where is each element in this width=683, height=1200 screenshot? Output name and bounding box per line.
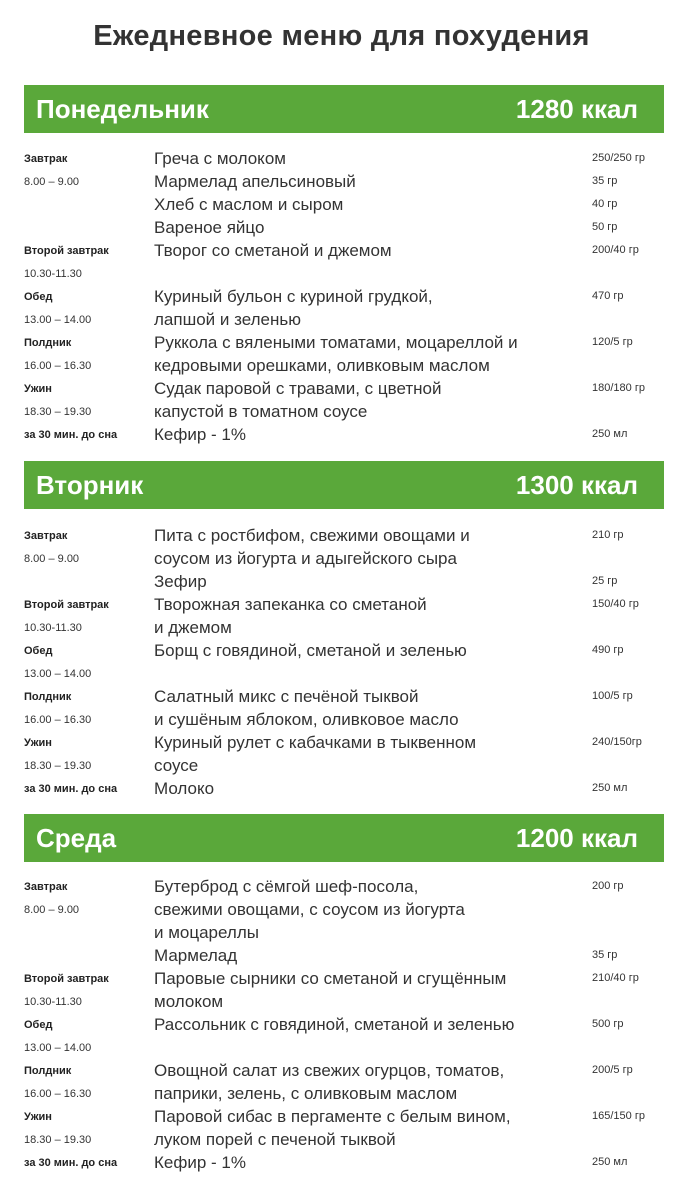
meal-time: 13.00 – 14.00 [24,1042,92,1054]
dish-text: Вареное яйцо [154,218,265,237]
meal-label: Второй завтрак [24,245,109,257]
dish-text: Хлеб с маслом и сыром [154,195,344,214]
meal-label: Полдник [24,691,72,703]
dish-text: Борщ с говядиной, сметаной и зеленью [154,641,467,660]
menu-line [0,217,683,240]
dish-text: капустой в томатном соусе [154,402,368,421]
portion-amount: 180/180 гр [592,382,645,394]
portion-amount: 25 гр [592,575,618,587]
dish-text: лапшой и зеленью [154,310,301,329]
meal-time: 10.30-11.30 [24,622,82,634]
day-calories: 1280 ккал [515,93,638,124]
meal-label: за 30 мин. до сна [24,783,118,795]
meal-label: Ужин [24,737,52,749]
menu-line [0,922,683,945]
menu-line [0,401,683,424]
dish-text: Молоко [154,779,215,798]
dish-text: Бутерброд с сёмгой шеф-посола, [154,877,419,896]
dish-text: Творог со сметаной и джемом [154,241,392,260]
dish-text: Зефир [154,572,207,591]
dish-text: и джемом [154,618,232,637]
meal-label: Завтрак [24,881,68,893]
dish-text: Судак паровой с травами, с цветной [154,379,442,398]
meal-label: Ужин [24,1111,52,1123]
meal-label: Второй завтрак [24,599,109,611]
menu-line [0,548,683,571]
portion-amount: 150/40 гр [592,598,639,610]
menu-line [0,424,683,447]
menu-line [0,1152,683,1175]
portion-amount: 250 мл [592,428,628,440]
dish-text: и сушёным яблоком, оливковое масло [154,710,459,729]
dish-text: Паровой сибас в пергаменте с белым вином, [154,1107,511,1126]
portion-amount: 200/5 гр [592,1064,633,1076]
dish-text: Куриный рулет с кабачками в тыквенном [154,733,477,752]
menu-line [0,945,683,968]
menu-line [0,309,683,332]
menu-line [0,332,683,355]
meal-label: Ужин [24,383,52,395]
meal-label: Завтрак [24,153,68,165]
menu-line [0,732,683,755]
menu-line [0,355,683,378]
menu-line [0,525,683,548]
menu-line [0,263,683,286]
portion-amount: 250/250 гр [592,152,645,164]
meal-label: Обед [24,645,53,657]
menu-line [0,1037,683,1060]
dish-text: Рассольник с говядиной, сметаной и зеленью [154,1015,515,1034]
meal-time: 16.00 – 16.30 [24,714,92,726]
portion-amount: 35 гр [592,175,618,187]
portion-amount: 100/5 гр [592,690,633,702]
menu-line [0,194,683,217]
day-name: Понедельник [36,93,209,124]
day-name: Вторник [36,469,144,500]
portion-amount: 40 гр [592,198,618,210]
day-calories: 1200 ккал [515,822,638,853]
dish-text: кедровыми орешками, оливковым маслом [154,356,490,375]
meal-label: Обед [24,291,53,303]
meal-label: Обед [24,1019,53,1031]
menu-line [0,991,683,1014]
meal-time: 13.00 – 14.00 [24,314,92,326]
dish-text: Пита с ростбифом, свежими овощами и [154,526,470,545]
portion-amount: 210/40 гр [592,972,639,984]
portion-amount: 490 гр [592,644,624,656]
menu-line [0,1014,683,1037]
portion-amount: 35 гр [592,949,618,961]
day-name: Среда [36,822,117,853]
menu-line [0,617,683,640]
dish-text: Куриный бульон с куриной грудкой, [154,287,433,306]
menu-line [0,1083,683,1106]
menu-line [0,286,683,309]
menu-line [0,640,683,663]
menu-line [0,171,683,194]
portion-amount: 50 гр [592,221,618,233]
menu-line [0,571,683,594]
day-header-tuesday [24,461,664,509]
portion-amount: 500 гр [592,1018,624,1030]
menu-line [0,1060,683,1083]
menu-line [0,899,683,922]
menu-line [0,709,683,732]
dish-text: и моцареллы [154,923,259,942]
dish-text: Творожная запеканка со сметаной [154,595,427,614]
dish-text: соусом из йогурта и адыгейского сыра [154,549,457,568]
day-header-wednesday [24,814,664,862]
meal-time: 16.00 – 16.30 [24,1088,92,1100]
dish-text: Кефир - 1% [154,1153,246,1172]
menu-line [0,1106,683,1129]
meal-time: 10.30-11.30 [24,996,82,1008]
dish-text: паприки, зелень, с оливковым маслом [154,1084,458,1103]
dish-text: молоком [154,992,224,1011]
meal-time: 18.30 – 19.30 [24,760,92,772]
meal-time: 18.30 – 19.30 [24,406,92,418]
menu-line [0,876,683,899]
dish-text: луком порей с печеной тыквой [154,1130,396,1149]
portion-amount: 120/5 гр [592,336,633,348]
day-header-monday [24,85,664,133]
dish-text: Мармелад [154,946,238,965]
meal-time: 16.00 – 16.30 [24,360,92,372]
meal-label: за 30 мин. до сна [24,429,118,441]
menu-line [0,968,683,991]
dish-text: соусе [154,756,199,775]
meal-time: 13.00 – 14.00 [24,668,92,680]
portion-amount: 165/150 гр [592,1110,645,1122]
portion-amount: 240/150гр [592,736,642,748]
meal-time: 8.00 – 9.00 [24,176,80,188]
meal-time: 18.30 – 19.30 [24,1134,92,1146]
meal-label: Полдник [24,1065,72,1077]
menu-line [0,378,683,401]
portion-amount: 200/40 гр [592,244,639,256]
menu-line [0,755,683,778]
menu-line [0,594,683,617]
day-calories: 1300 ккал [515,469,638,500]
dish-text: Паровые сырники со сметаной и сгущённым [154,969,507,988]
meal-label: Завтрак [24,530,68,542]
meal-label: Полдник [24,337,72,349]
portion-amount: 210 гр [592,529,624,541]
dish-text: Греча с молоком [154,149,286,168]
portion-amount: 470 гр [592,290,624,302]
page-title: Ежедневное меню для похудения [93,20,590,52]
dish-text: Кефир - 1% [154,425,246,444]
portion-amount: 200 гр [592,880,624,892]
menu-line [0,663,683,686]
dish-text: свежими овощами, с соусом из йогурта [154,900,465,919]
portion-amount: 250 мл [592,782,628,794]
meal-time: 10.30-11.30 [24,268,82,280]
dish-text: Овощной салат из свежих огурцов, томатов, [154,1061,505,1080]
dish-text: Салатный микс с печёной тыквой [154,687,419,706]
meal-label: за 30 мин. до сна [24,1157,118,1169]
meal-time: 8.00 – 9.00 [24,553,80,565]
menu-line [0,148,683,171]
meal-time: 8.00 – 9.00 [24,904,80,916]
dish-text: Руккола с вялеными томатами, моцареллой и [154,333,518,352]
menu-line [0,1129,683,1152]
portion-amount: 250 мл [592,1156,628,1168]
meal-label: Второй завтрак [24,973,109,985]
dish-text: Мармелад апельсиновый [154,172,356,191]
menu-line [0,686,683,709]
menu-line [0,778,683,801]
menu-line [0,240,683,263]
